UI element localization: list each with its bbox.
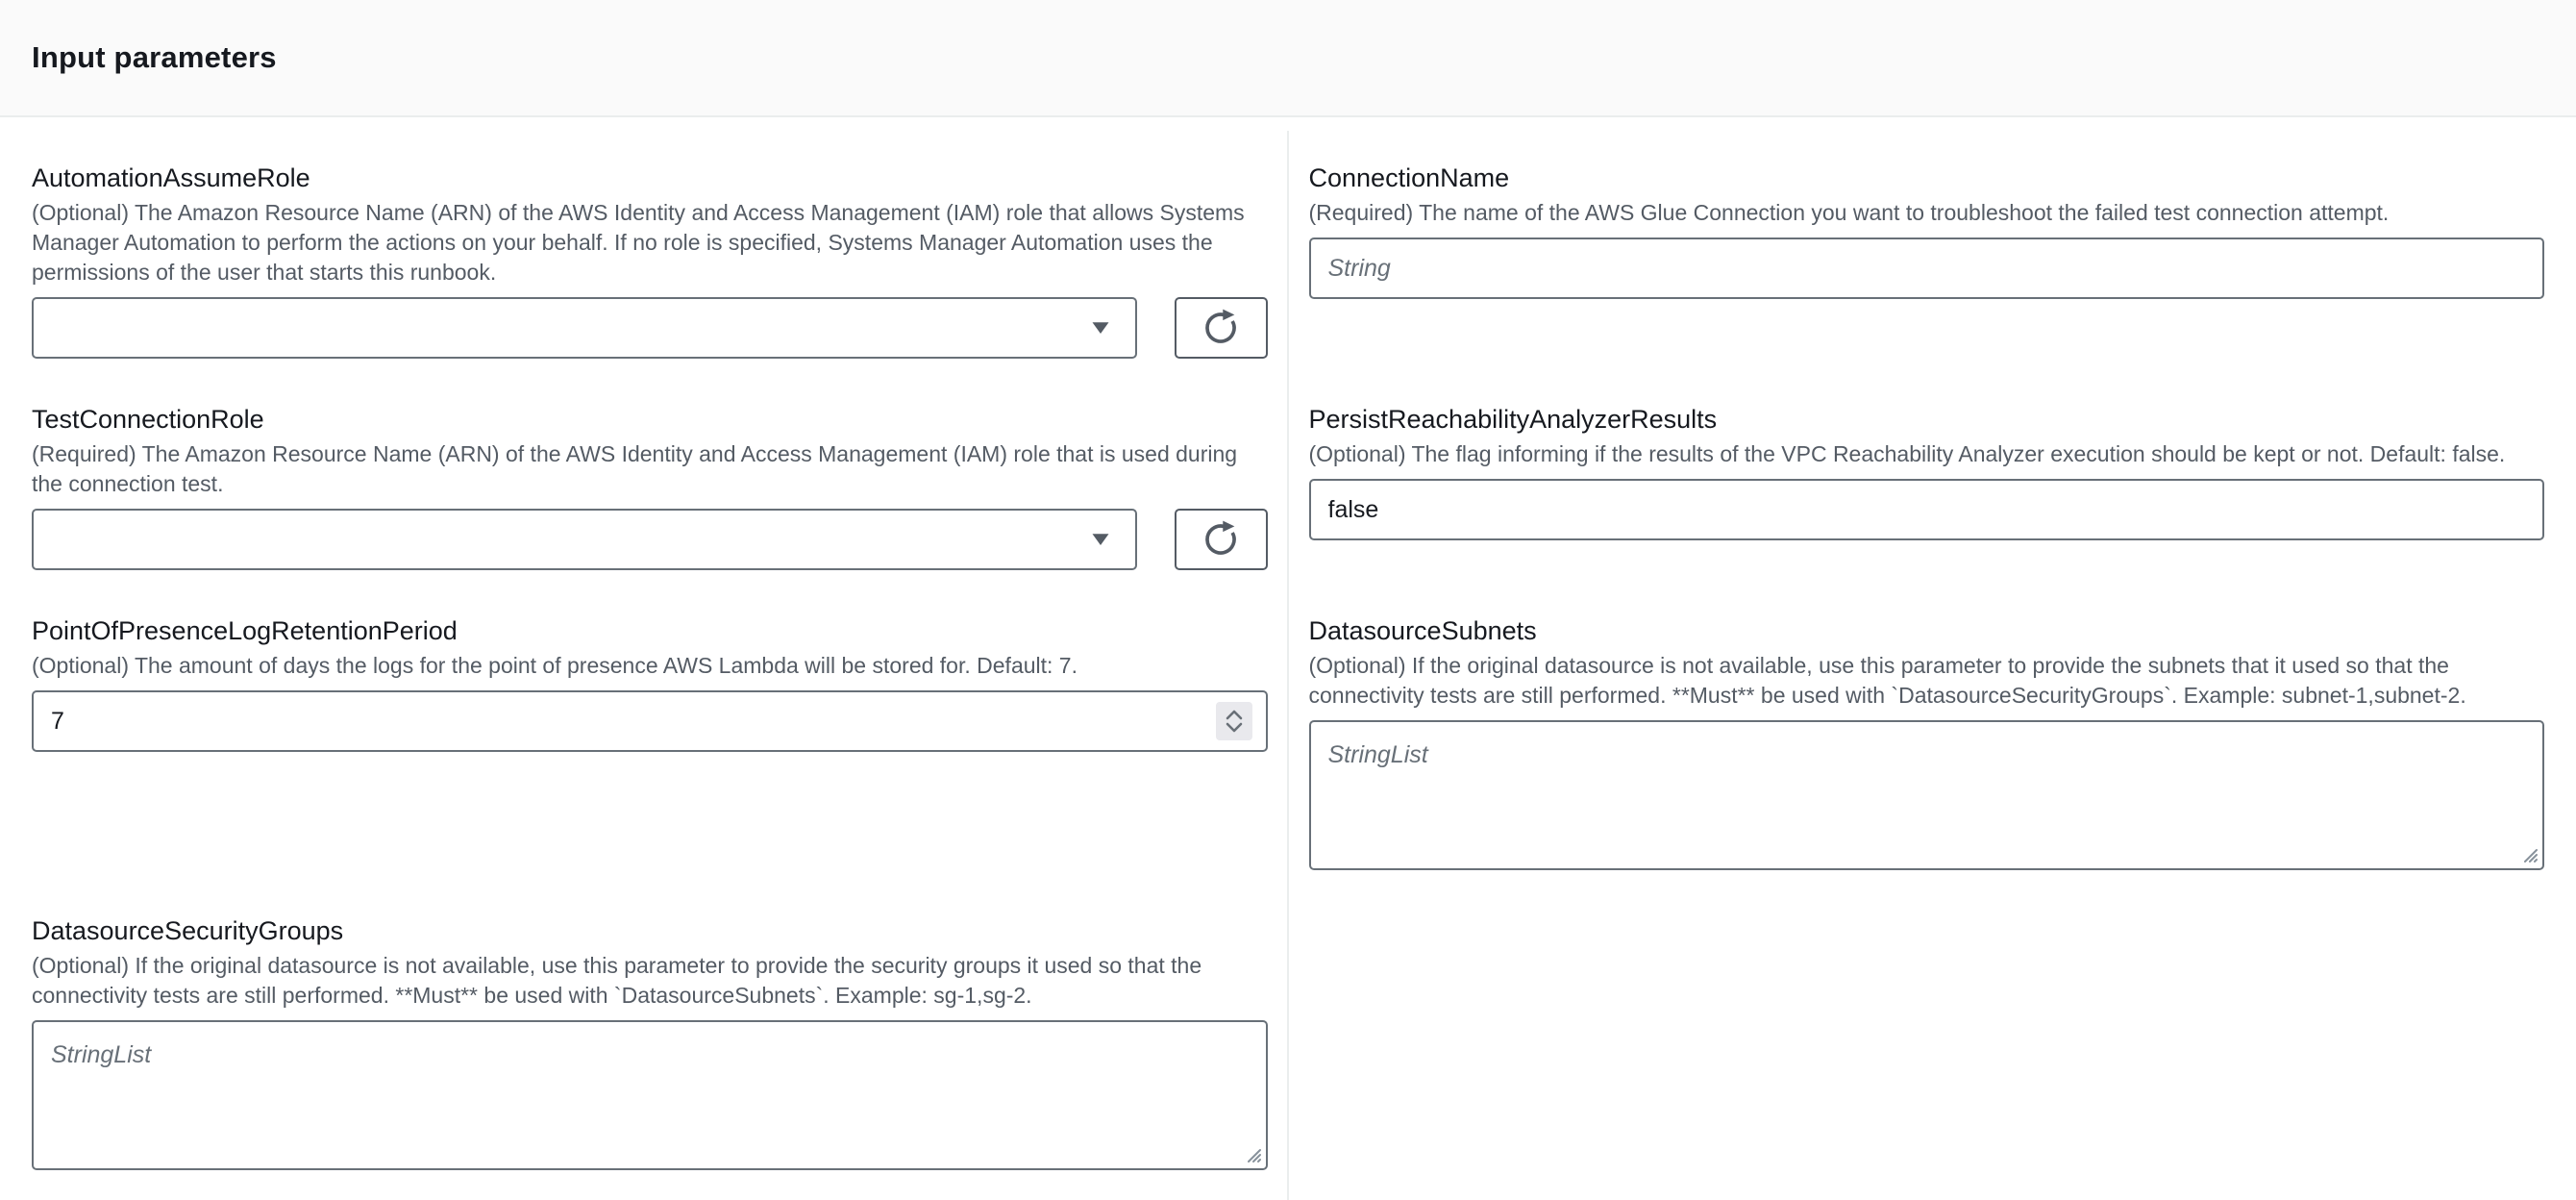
field-datasource-security-groups [32,914,1268,1170]
field-test-connection-role [32,403,1268,570]
field-description: (Optional) The amount of days the logs for the point of presence AWS Lambda will be stored for. Default: 7. [32,653,1077,678]
field-description: (Required) The Amazon Resource Name (ARN) of the AWS Identity and Access Management (IAM) role that is used during the connection test. [32,441,1238,496]
refresh-automation-assume-role-button[interactable] [1175,297,1268,359]
connection-name-input[interactable] [1309,238,2545,299]
refresh-icon [1201,308,1241,348]
field-label: DatasourceSubnets [1308,616,1537,645]
field-description: (Required) The name of the AWS Glue Connection you want to troubleshoot the failed test connection attempt. [1308,200,2390,225]
field-connection-name [1309,162,2545,359]
control-row [32,297,1268,359]
field-datasource-subnets [1309,614,2545,870]
textarea-wrap [1309,720,2545,870]
persist-reachability-analyzer-results-input[interactable] [1309,479,2545,540]
field-label: AutomationAssumeRole [32,163,310,192]
column-divider [1287,131,1289,1200]
field-label: PersistReachabilityAnalyzerResults [1308,405,1718,434]
datasource-subnets-textarea[interactable] [1309,720,2545,870]
number-input-wrap [32,690,1268,752]
field-label: TestConnectionRole [32,405,264,434]
field-persist-reachability-analyzer-results [1309,403,2545,570]
resize-handle[interactable] [2516,841,2539,864]
field-label: ConnectionName [1308,163,1510,192]
refresh-test-connection-role-button[interactable] [1175,509,1268,570]
caret-down-icon [1091,533,1110,546]
caret-down-icon [1091,321,1110,335]
field-description: (Optional) The Amazon Resource Name (ARN) of the AWS Identity and Access Management (IAM) role that allows Systems Manager Automation to perform the actions on your behalf. If no role is specified, Systems Manager Automation uses the permissions of the user that starts this runbook. [32,200,1245,285]
point-of-presence-log-retention-period-input[interactable] [32,690,1268,752]
number-stepper[interactable] [1216,702,1252,740]
empty-cell [1309,914,2545,1170]
field-description: (Optional) If the original datasource is not available, use this parameter to provide the security groups it used so that the connectivity tests are still performed. **Must** be used with `DatasourceSubnets`. Example: sg-1,sg-2. [32,953,1202,1008]
field-description: (Optional) If the original datasource is not available, use this parameter to provide the subnets that it used so that the connectivity tests are still performed. **Must** be used with `DatasourceSecurityGroups`. Example: subnet-1,subnet-2. [1308,653,2466,708]
up-down-chevrons-icon [1223,707,1246,736]
field-automation-assume-role [32,162,1268,359]
datasource-security-groups-textarea[interactable] [32,1020,1268,1170]
test-connection-role-select[interactable] [32,509,1137,570]
automation-assume-role-select[interactable] [32,297,1137,359]
field-label: PointOfPresenceLogRetentionPeriod [32,616,458,645]
control-row [32,509,1268,570]
field-label: DatasourceSecurityGroups [32,916,344,945]
field-description: (Optional) The flag informing if the results of the VPC Reachability Analyzer execution should be kept or not. Default: false. [1308,441,2506,466]
field-point-of-presence-log-retention-period [32,614,1268,870]
form-content [0,117,2576,1200]
resize-handle[interactable] [1240,1141,1263,1164]
panel-header [0,0,2576,117]
page-title: Input parameters [32,40,277,74]
textarea-wrap [32,1020,1268,1170]
refresh-icon [1201,519,1241,560]
